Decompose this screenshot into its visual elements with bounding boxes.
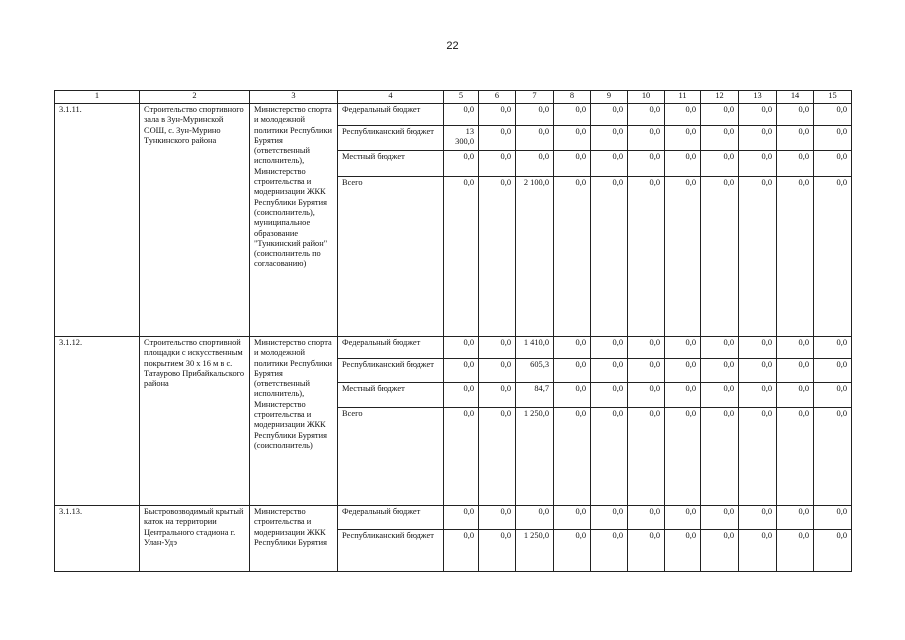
amount-cell: 0,0 xyxy=(701,359,739,383)
funding-source: Всего xyxy=(338,177,444,337)
amount-cell: 0,0 xyxy=(479,383,516,408)
amount-cell: 0,0 xyxy=(628,383,665,408)
column-header: 6 xyxy=(479,91,516,104)
funding-source: Всего xyxy=(338,408,444,506)
page-number: 22 xyxy=(446,40,459,52)
amount-cell: 0,0 xyxy=(516,126,554,151)
column-header: 15 xyxy=(814,91,852,104)
amount-cell: 0,0 xyxy=(591,126,628,151)
amount-cell: 0,0 xyxy=(739,151,777,177)
column-header: 9 xyxy=(591,91,628,104)
amount-cell: 2 100,0 xyxy=(516,177,554,337)
amount-cell: 1 250,0 xyxy=(516,530,554,572)
amount-cell: 0,0 xyxy=(591,383,628,408)
amount-cell: 0,0 xyxy=(777,126,814,151)
amount-cell: 0,0 xyxy=(628,126,665,151)
column-header: 11 xyxy=(665,91,701,104)
amount-cell: 0,0 xyxy=(739,104,777,126)
amount-cell: 84,7 xyxy=(516,383,554,408)
amount-cell: 0,0 xyxy=(444,383,479,408)
amount-cell: 0,0 xyxy=(665,506,701,530)
amount-cell: 0,0 xyxy=(739,383,777,408)
amount-cell: 0,0 xyxy=(444,530,479,572)
amount-cell: 0,0 xyxy=(444,408,479,506)
amount-cell: 0,0 xyxy=(628,177,665,337)
header-row xyxy=(55,91,852,104)
column-header: 4 xyxy=(338,91,444,104)
column-header: 2 xyxy=(140,91,250,104)
amount-cell: 0,0 xyxy=(591,337,628,359)
amount-cell: 0,0 xyxy=(479,177,516,337)
column-header: 14 xyxy=(777,91,814,104)
amount-cell: 0,0 xyxy=(777,530,814,572)
amount-cell: 0,0 xyxy=(665,151,701,177)
amount-cell: 0,0 xyxy=(554,151,591,177)
amount-cell: 0,0 xyxy=(554,408,591,506)
amount-cell: 1 250,0 xyxy=(516,408,554,506)
amount-cell: 0,0 xyxy=(479,104,516,126)
amount-cell: 0,0 xyxy=(665,177,701,337)
amount-cell: 0,0 xyxy=(777,177,814,337)
amount-cell: 0,0 xyxy=(554,383,591,408)
amount-cell: 0,0 xyxy=(665,359,701,383)
amount-cell: 0,0 xyxy=(591,151,628,177)
amount-cell: 0,0 xyxy=(554,506,591,530)
amount-cell: 0,0 xyxy=(701,408,739,506)
item-executor: Министерство строительства и модернизации ЖКК Республики Бурятия xyxy=(250,506,338,572)
amount-cell: 0,0 xyxy=(814,104,852,126)
column-header: 7 xyxy=(516,91,554,104)
amount-cell: 0,0 xyxy=(777,408,814,506)
amount-cell: 0,0 xyxy=(665,383,701,408)
amount-cell: 0,0 xyxy=(777,337,814,359)
budget-table xyxy=(54,90,852,572)
funding-source: Федеральный бюджет xyxy=(338,104,444,126)
item-executor: Министерство спорта и молодежной политики Республики Бурятия (ответственный исполнитель), Министерство строительства и модернизации ЖКК Республики Бурятия (соисполнитель) xyxy=(250,337,338,506)
table-row xyxy=(55,506,852,530)
amount-cell: 0,0 xyxy=(739,177,777,337)
column-header: 13 xyxy=(739,91,777,104)
column-header: 3 xyxy=(250,91,338,104)
funding-source: Местный бюджет xyxy=(338,151,444,177)
amount-cell: 0,0 xyxy=(701,177,739,337)
amount-cell: 0,0 xyxy=(814,337,852,359)
amount-cell: 0,0 xyxy=(444,177,479,337)
amount-cell: 0,0 xyxy=(814,359,852,383)
funding-source: Республиканский бюджет xyxy=(338,359,444,383)
funding-source: Федеральный бюджет xyxy=(338,506,444,530)
amount-cell: 0,0 xyxy=(444,359,479,383)
amount-cell: 0,0 xyxy=(444,151,479,177)
amount-cell: 0,0 xyxy=(814,383,852,408)
column-header: 5 xyxy=(444,91,479,104)
amount-cell: 0,0 xyxy=(591,530,628,572)
amount-cell: 0,0 xyxy=(444,104,479,126)
amount-cell: 0,0 xyxy=(479,151,516,177)
amount-cell: 0,0 xyxy=(628,359,665,383)
amount-cell: 0,0 xyxy=(777,359,814,383)
amount-cell: 0,0 xyxy=(591,177,628,337)
amount-cell: 0,0 xyxy=(701,337,739,359)
amount-cell: 0,0 xyxy=(665,408,701,506)
item-name: Быстровозводимый крытый каток на территории Центрального стадиона г. Улан-Удэ xyxy=(140,506,250,572)
amount-cell: 0,0 xyxy=(628,530,665,572)
column-header: 12 xyxy=(701,91,739,104)
amount-cell: 0,0 xyxy=(701,530,739,572)
item-executor: Министерство спорта и молодежной политики Республики Бурятия (ответственный исполнитель), Министерство строительства и модернизации ЖКК Республики Бурятия (соисполнитель), муниципальное образование "Тункинский район" (соисполнитель по согласованию) xyxy=(250,104,338,337)
amount-cell: 0,0 xyxy=(814,408,852,506)
amount-cell: 0,0 xyxy=(739,408,777,506)
amount-cell: 0,0 xyxy=(444,506,479,530)
amount-cell: 0,0 xyxy=(739,337,777,359)
amount-cell: 0,0 xyxy=(777,383,814,408)
item-name: Строительство спортивного зала в Зун-Муринской СОШ, с. Зун-Мурино Тункинского района xyxy=(140,104,250,337)
amount-cell: 0,0 xyxy=(777,104,814,126)
table-row xyxy=(55,337,852,359)
amount-cell: 0,0 xyxy=(516,151,554,177)
table-row xyxy=(55,104,852,126)
amount-cell: 0,0 xyxy=(814,151,852,177)
amount-cell: 605,3 xyxy=(516,359,554,383)
amount-cell: 0,0 xyxy=(814,126,852,151)
amount-cell: 0,0 xyxy=(628,104,665,126)
amount-cell: 0,0 xyxy=(516,104,554,126)
amount-cell: 0,0 xyxy=(516,506,554,530)
funding-source: Республиканский бюджет xyxy=(338,126,444,151)
amount-cell: 0,0 xyxy=(554,337,591,359)
amount-cell: 0,0 xyxy=(554,359,591,383)
amount-cell: 0,0 xyxy=(701,383,739,408)
amount-cell: 0,0 xyxy=(591,408,628,506)
amount-cell: 13 300,0 xyxy=(444,126,479,151)
amount-cell: 0,0 xyxy=(701,126,739,151)
amount-cell: 0,0 xyxy=(479,359,516,383)
amount-cell: 0,0 xyxy=(628,151,665,177)
amount-cell: 0,0 xyxy=(777,506,814,530)
amount-cell: 0,0 xyxy=(777,151,814,177)
funding-source: Федеральный бюджет xyxy=(338,337,444,359)
amount-cell: 0,0 xyxy=(814,177,852,337)
amount-cell: 0,0 xyxy=(665,126,701,151)
amount-cell: 0,0 xyxy=(739,359,777,383)
amount-cell: 0,0 xyxy=(739,506,777,530)
amount-cell: 0,0 xyxy=(701,104,739,126)
amount-cell: 0,0 xyxy=(591,359,628,383)
amount-cell: 0,0 xyxy=(665,337,701,359)
amount-cell: 0,0 xyxy=(739,126,777,151)
amount-cell: 0,0 xyxy=(479,126,516,151)
column-header: 1 xyxy=(55,91,140,104)
amount-cell: 0,0 xyxy=(665,530,701,572)
item-name: Строительство спортивной площадки с искусственным покрытием 30 х 16 м в с. Татаурово Прибайкальского района xyxy=(140,337,250,506)
item-code: 3.1.12. xyxy=(55,337,140,506)
amount-cell: 0,0 xyxy=(665,104,701,126)
amount-cell: 0,0 xyxy=(479,506,516,530)
amount-cell: 0,0 xyxy=(814,530,852,572)
amount-cell: 1 410,0 xyxy=(516,337,554,359)
amount-cell: 0,0 xyxy=(479,337,516,359)
funding-source: Республиканский бюджет xyxy=(338,530,444,572)
amount-cell: 0,0 xyxy=(591,506,628,530)
amount-cell: 0,0 xyxy=(628,408,665,506)
amount-cell: 0,0 xyxy=(701,506,739,530)
amount-cell: 0,0 xyxy=(628,506,665,530)
item-code: 3.1.13. xyxy=(55,506,140,572)
amount-cell: 0,0 xyxy=(554,177,591,337)
column-header: 8 xyxy=(554,91,591,104)
amount-cell: 0,0 xyxy=(628,337,665,359)
amount-cell: 0,0 xyxy=(554,126,591,151)
amount-cell: 0,0 xyxy=(591,104,628,126)
amount-cell: 0,0 xyxy=(739,530,777,572)
amount-cell: 0,0 xyxy=(701,151,739,177)
item-code: 3.1.11. xyxy=(55,104,140,337)
amount-cell: 0,0 xyxy=(444,337,479,359)
amount-cell: 0,0 xyxy=(814,506,852,530)
amount-cell: 0,0 xyxy=(479,408,516,506)
amount-cell: 0,0 xyxy=(479,530,516,572)
amount-cell: 0,0 xyxy=(554,530,591,572)
column-header: 10 xyxy=(628,91,665,104)
amount-cell: 0,0 xyxy=(554,104,591,126)
funding-source: Местный бюджет xyxy=(338,383,444,408)
